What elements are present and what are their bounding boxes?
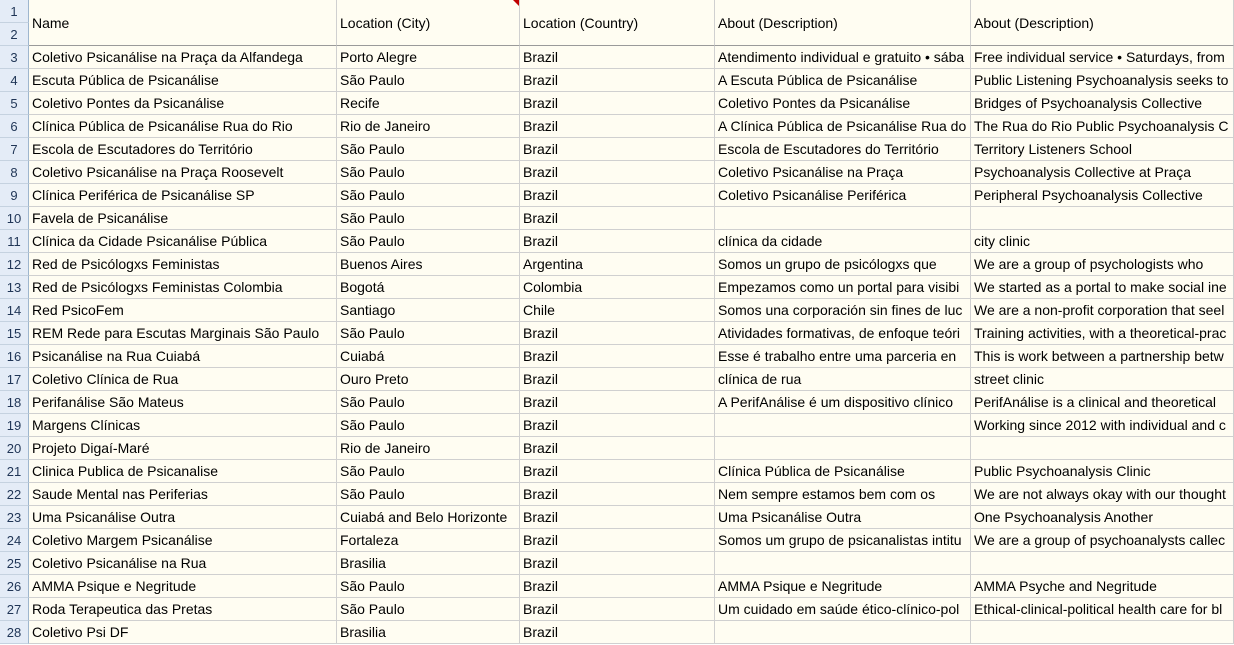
- about-pt-cell[interactable]: Coletivo Psicanálise Periférica: [715, 184, 971, 207]
- country-cell[interactable]: Brazil: [520, 138, 715, 161]
- about-pt-cell[interactable]: Uma Psicanálise Outra: [715, 506, 971, 529]
- country-cell[interactable]: Brazil: [520, 184, 715, 207]
- country-cell[interactable]: Brazil: [520, 92, 715, 115]
- about-en-cell[interactable]: [971, 621, 1234, 644]
- row-header[interactable]: 9: [0, 184, 29, 207]
- name-cell[interactable]: Coletivo Clínica de Rua: [29, 368, 337, 391]
- country-cell[interactable]: Brazil: [520, 529, 715, 552]
- row-header[interactable]: 22: [0, 483, 29, 506]
- about-pt-cell[interactable]: Somos un grupo de psicólogxs que: [715, 253, 971, 276]
- city-cell[interactable]: São Paulo: [337, 161, 520, 184]
- country-cell[interactable]: Brazil: [520, 230, 715, 253]
- row-header-2[interactable]: 2: [0, 23, 29, 46]
- name-cell[interactable]: Red PsicoFem: [29, 299, 337, 322]
- country-cell[interactable]: Brazil: [520, 345, 715, 368]
- row-header[interactable]: 23: [0, 506, 29, 529]
- city-cell[interactable]: São Paulo: [337, 230, 520, 253]
- city-cell[interactable]: São Paulo: [337, 322, 520, 345]
- about-en-cell[interactable]: One Psychoanalysis Another: [971, 506, 1234, 529]
- name-cell[interactable]: Clínica da Cidade Psicanálise Pública: [29, 230, 337, 253]
- row-header[interactable]: 10: [0, 207, 29, 230]
- about-en-cell[interactable]: [971, 437, 1234, 460]
- row-header[interactable]: 20: [0, 437, 29, 460]
- country-cell[interactable]: Colombia: [520, 276, 715, 299]
- about-en-cell[interactable]: Psychoanalysis Collective at Praça: [971, 161, 1234, 184]
- about-en-cell[interactable]: The Rua do Rio Public Psychoanalysis C: [971, 115, 1234, 138]
- name-cell[interactable]: Favela de Psicanálise: [29, 207, 337, 230]
- column-header-country[interactable]: Location (Country): [520, 0, 715, 46]
- column-header-about-en[interactable]: About (Description): [971, 0, 1234, 46]
- name-cell[interactable]: Clínica Pública de Psicanálise Rua do Rio: [29, 115, 337, 138]
- about-pt-cell[interactable]: Um cuidado em saúde ético-clínico-pol: [715, 598, 971, 621]
- row-header[interactable]: 13: [0, 276, 29, 299]
- name-cell[interactable]: Escuta Pública de Psicanálise: [29, 69, 337, 92]
- about-en-cell[interactable]: PerifAnálise is a clinical and theoretical: [971, 391, 1234, 414]
- about-pt-cell[interactable]: Clínica Pública de Psicanálise: [715, 460, 971, 483]
- city-cell[interactable]: Brasilia: [337, 621, 520, 644]
- about-en-cell[interactable]: This is work between a partnership betw: [971, 345, 1234, 368]
- city-cell[interactable]: Cuiabá: [337, 345, 520, 368]
- country-cell[interactable]: Brazil: [520, 115, 715, 138]
- name-cell[interactable]: Red de Psicólogxs Feministas: [29, 253, 337, 276]
- about-en-cell[interactable]: [971, 552, 1234, 575]
- city-cell[interactable]: Santiago: [337, 299, 520, 322]
- country-cell[interactable]: Brazil: [520, 69, 715, 92]
- row-header[interactable]: 15: [0, 322, 29, 345]
- country-cell[interactable]: Brazil: [520, 552, 715, 575]
- about-en-cell[interactable]: Free individual service • Saturdays, from: [971, 46, 1234, 69]
- city-cell[interactable]: São Paulo: [337, 207, 520, 230]
- row-header[interactable]: 14: [0, 299, 29, 322]
- row-header[interactable]: 4: [0, 69, 29, 92]
- city-cell[interactable]: Porto Alegre: [337, 46, 520, 69]
- about-pt-cell[interactable]: Nem sempre estamos bem com os: [715, 483, 971, 506]
- row-header[interactable]: 17: [0, 368, 29, 391]
- row-header[interactable]: 19: [0, 414, 29, 437]
- column-header-name[interactable]: Name: [29, 0, 337, 46]
- name-cell[interactable]: Margens Clínicas: [29, 414, 337, 437]
- row-header[interactable]: 11: [0, 230, 29, 253]
- about-pt-cell[interactable]: Somos una corporación sin fines de luc: [715, 299, 971, 322]
- name-cell[interactable]: Clínica Periférica de Psicanálise SP: [29, 184, 337, 207]
- about-pt-cell[interactable]: Atividades formativas, de enfoque teóri: [715, 322, 971, 345]
- row-header[interactable]: 5: [0, 92, 29, 115]
- country-cell[interactable]: Brazil: [520, 598, 715, 621]
- row-header[interactable]: 16: [0, 345, 29, 368]
- city-cell[interactable]: São Paulo: [337, 184, 520, 207]
- city-cell[interactable]: Rio de Janeiro: [337, 115, 520, 138]
- about-pt-cell[interactable]: Esse é trabalho entre uma parceria en: [715, 345, 971, 368]
- name-cell[interactable]: Uma Psicanálise Outra: [29, 506, 337, 529]
- name-cell[interactable]: Psicanálise na Rua Cuiabá: [29, 345, 337, 368]
- row-header[interactable]: 18: [0, 391, 29, 414]
- country-cell[interactable]: Brazil: [520, 207, 715, 230]
- city-cell[interactable]: Recife: [337, 92, 520, 115]
- about-pt-cell[interactable]: [715, 207, 971, 230]
- country-cell[interactable]: Brazil: [520, 368, 715, 391]
- about-pt-cell[interactable]: clínica da cidade: [715, 230, 971, 253]
- name-cell[interactable]: Perifanálise São Mateus: [29, 391, 337, 414]
- city-cell[interactable]: Buenos Aires: [337, 253, 520, 276]
- city-cell[interactable]: São Paulo: [337, 414, 520, 437]
- row-header[interactable]: 8: [0, 161, 29, 184]
- city-cell[interactable]: São Paulo: [337, 483, 520, 506]
- country-cell[interactable]: Brazil: [520, 391, 715, 414]
- country-cell[interactable]: Brazil: [520, 460, 715, 483]
- name-cell[interactable]: Coletivo Psicanálise na Praça Roosevelt: [29, 161, 337, 184]
- country-cell[interactable]: Brazil: [520, 46, 715, 69]
- about-pt-cell[interactable]: [715, 437, 971, 460]
- about-pt-cell[interactable]: Empezamos como un portal para visibi: [715, 276, 971, 299]
- column-header-about-pt[interactable]: About (Description): [715, 0, 971, 46]
- about-pt-cell[interactable]: [715, 621, 971, 644]
- city-cell[interactable]: São Paulo: [337, 598, 520, 621]
- city-cell[interactable]: São Paulo: [337, 575, 520, 598]
- city-cell[interactable]: Brasilia: [337, 552, 520, 575]
- name-cell[interactable]: Coletivo Margem Psicanálise: [29, 529, 337, 552]
- about-en-cell[interactable]: We are a group of psychoanalysts callec: [971, 529, 1234, 552]
- city-cell[interactable]: Fortaleza: [337, 529, 520, 552]
- country-cell[interactable]: Chile: [520, 299, 715, 322]
- name-cell[interactable]: Coletivo Psicanálise na Rua: [29, 552, 337, 575]
- about-en-cell[interactable]: Public Listening Psychoanalysis seeks to: [971, 69, 1234, 92]
- row-header[interactable]: 28: [0, 621, 29, 644]
- name-cell[interactable]: Coletivo Psicanálise na Praça da Alfandega: [29, 46, 337, 69]
- city-cell[interactable]: Cuiabá and Belo Horizonte: [337, 506, 520, 529]
- about-en-cell[interactable]: street clinic: [971, 368, 1234, 391]
- about-en-cell[interactable]: Peripheral Psychoanalysis Collective: [971, 184, 1234, 207]
- name-cell[interactable]: Clinica Publica de Psicanalise: [29, 460, 337, 483]
- city-cell[interactable]: Ouro Preto: [337, 368, 520, 391]
- row-header[interactable]: 12: [0, 253, 29, 276]
- about-en-cell[interactable]: Ethical-clinical-political health care for bl: [971, 598, 1234, 621]
- country-cell[interactable]: Brazil: [520, 322, 715, 345]
- name-cell[interactable]: Coletivo Psi DF: [29, 621, 337, 644]
- city-cell[interactable]: São Paulo: [337, 138, 520, 161]
- about-en-cell[interactable]: city clinic: [971, 230, 1234, 253]
- about-pt-cell[interactable]: Atendimento individual e gratuito • sába: [715, 46, 971, 69]
- name-cell[interactable]: Roda Terapeutica das Pretas: [29, 598, 337, 621]
- about-en-cell[interactable]: We are a group of psychologists who: [971, 253, 1234, 276]
- about-en-cell[interactable]: We are a non-profit corporation that seel: [971, 299, 1234, 322]
- about-pt-cell[interactable]: A PerifAnálise é um dispositivo clínico: [715, 391, 971, 414]
- about-en-cell[interactable]: [971, 207, 1234, 230]
- country-cell[interactable]: Argentina: [520, 253, 715, 276]
- about-en-cell[interactable]: Territory Listeners School: [971, 138, 1234, 161]
- name-cell[interactable]: Saude Mental nas Periferias: [29, 483, 337, 506]
- about-pt-cell[interactable]: A Escuta Pública de Psicanálise: [715, 69, 971, 92]
- city-cell[interactable]: Rio de Janeiro: [337, 437, 520, 460]
- about-pt-cell[interactable]: Somos um grupo de psicanalistas intitu: [715, 529, 971, 552]
- name-cell[interactable]: AMMA Psique e Negritude: [29, 575, 337, 598]
- country-cell[interactable]: Brazil: [520, 437, 715, 460]
- name-cell[interactable]: Red de Psicólogxs Feministas Colombia: [29, 276, 337, 299]
- about-pt-cell[interactable]: A Clínica Pública de Psicanálise Rua do: [715, 115, 971, 138]
- city-cell[interactable]: São Paulo: [337, 391, 520, 414]
- country-cell[interactable]: Brazil: [520, 161, 715, 184]
- city-cell[interactable]: São Paulo: [337, 460, 520, 483]
- row-header-1[interactable]: 1: [0, 0, 29, 23]
- row-header[interactable]: 24: [0, 529, 29, 552]
- country-cell[interactable]: Brazil: [520, 621, 715, 644]
- about-en-cell[interactable]: AMMA Psyche and Negritude: [971, 575, 1234, 598]
- row-header[interactable]: 7: [0, 138, 29, 161]
- country-cell[interactable]: Brazil: [520, 575, 715, 598]
- row-header[interactable]: 3: [0, 46, 29, 69]
- row-header[interactable]: 21: [0, 460, 29, 483]
- name-cell[interactable]: Projeto Digaí-Maré: [29, 437, 337, 460]
- about-pt-cell[interactable]: AMMA Psique e Negritude: [715, 575, 971, 598]
- about-pt-cell[interactable]: [715, 552, 971, 575]
- row-header[interactable]: 26: [0, 575, 29, 598]
- about-pt-cell[interactable]: [715, 414, 971, 437]
- about-pt-cell[interactable]: clínica de rua: [715, 368, 971, 391]
- country-cell[interactable]: Brazil: [520, 414, 715, 437]
- about-pt-cell[interactable]: Coletivo Psicanálise na Praça: [715, 161, 971, 184]
- row-header[interactable]: 25: [0, 552, 29, 575]
- about-en-cell[interactable]: Training activities, with a theoretical-prac: [971, 322, 1234, 345]
- row-header[interactable]: 6: [0, 115, 29, 138]
- about-en-cell[interactable]: Public Psychoanalysis Clinic: [971, 460, 1234, 483]
- city-cell[interactable]: São Paulo: [337, 69, 520, 92]
- about-pt-cell[interactable]: Escola de Escutadores do Território: [715, 138, 971, 161]
- country-cell[interactable]: Brazil: [520, 483, 715, 506]
- column-header-city[interactable]: Location (City): [337, 0, 520, 46]
- name-cell[interactable]: Coletivo Pontes da Psicanálise: [29, 92, 337, 115]
- about-pt-cell[interactable]: Coletivo Pontes da Psicanálise: [715, 92, 971, 115]
- name-cell[interactable]: REM Rede para Escutas Marginais São Paulo: [29, 322, 337, 345]
- about-en-cell[interactable]: Working since 2012 with individual and c: [971, 414, 1234, 437]
- about-en-cell[interactable]: We started as a portal to make social ine: [971, 276, 1234, 299]
- row-header[interactable]: 27: [0, 598, 29, 621]
- city-cell[interactable]: Bogotá: [337, 276, 520, 299]
- name-cell[interactable]: Escola de Escutadores do Território: [29, 138, 337, 161]
- country-cell[interactable]: Brazil: [520, 506, 715, 529]
- about-en-cell[interactable]: We are not always okay with our thought: [971, 483, 1234, 506]
- about-en-cell[interactable]: Bridges of Psychoanalysis Collective: [971, 92, 1234, 115]
